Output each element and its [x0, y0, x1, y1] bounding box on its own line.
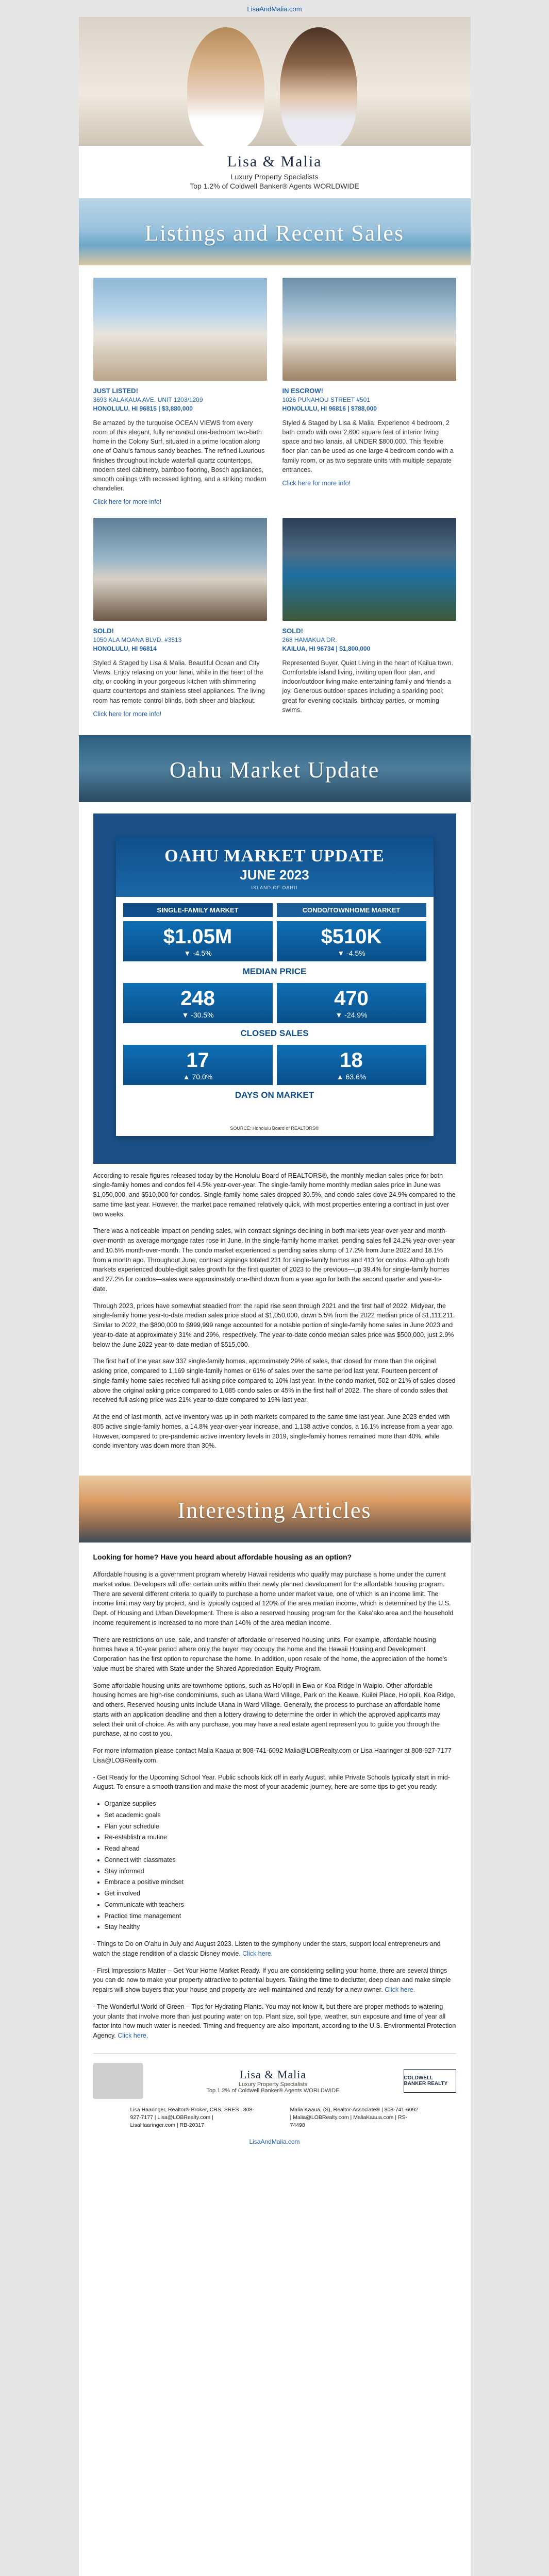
- market-update-banner-title: Oahu Market Update: [169, 757, 380, 783]
- listing-address: 1026 PUNAHOU STREET #501: [282, 396, 371, 403]
- sf-closed-sales-value: 248: [180, 987, 215, 1010]
- listing-card: [282, 278, 456, 505]
- listings-grid: [79, 265, 471, 718]
- list-item: • Stay informed: [105, 1867, 456, 1876]
- brand-subtitle-2: Top 1.2% of Coldwell Banker® Agents WORLDWIDE: [190, 182, 359, 190]
- closed-sales-grid: [116, 977, 434, 1023]
- condo-closed-sales: [277, 983, 426, 1023]
- listing-address: 1050 ALA MOANA BLVD. #3513: [93, 636, 182, 643]
- top-site-link[interactable]: LisaAndMalia.com: [247, 5, 302, 13]
- listings-banner-title: Listings and Recent Sales: [144, 221, 405, 246]
- footer-top: [93, 2063, 456, 2099]
- top-site-link-bar: [79, 0, 471, 17]
- list-item: • Embrace a positive mindset: [105, 1877, 456, 1887]
- listing-photo[interactable]: [93, 518, 267, 621]
- agent-photo-left: [187, 27, 264, 146]
- listing-photo[interactable]: [93, 278, 267, 381]
- condo-median-price: [277, 921, 426, 961]
- brand-block: [79, 146, 471, 198]
- listing-photo[interactable]: [282, 518, 456, 621]
- brand-subtitle-1: Luxury Property Specialists: [230, 173, 319, 181]
- coldwell-banker-logo: COLDWELL BANKER REALTY: [404, 2069, 456, 2093]
- first-impressions-text: - First Impressions Matter – Get Your Home Market Ready. If you are considering selling your home, there are several things you can do now to make your property attractive to potential buyers. Taking the time to declutter, deep clean and make simple repairs will show buyers that your house and property are well-maintained and ready for a new owner.: [93, 1967, 451, 1994]
- condo-days-on-market: [277, 1045, 426, 1085]
- agents-hero-photo: [79, 17, 471, 146]
- market-infographic: [93, 814, 456, 1164]
- market-infographic-card: [116, 836, 434, 1136]
- median-price-label: MEDIAN PRICE: [242, 966, 307, 976]
- footer: [93, 2053, 456, 2145]
- list-item: • Communicate with teachers: [105, 1900, 456, 1910]
- list-item: • Read ahead: [105, 1844, 456, 1854]
- market-paragraph: Through 2023, prices have somewhat steadied from the rapid rise seen through 2021 and the first half of 2022. Midyear, the single-family home year-to-date median sales price stood at $1,050,000, down 5.5% from the 2022 median price of $1,111,211. Similar to 2022, the $800,000 to $999,999 range accounted for a notable portion of single-family home sales in June 2023 and year-to-date at approximately 31% and 29%, respectively. The year-to-date condo median sales price was $500,000, just 2.9% below the June 2022 year-to-date median of $515,000.: [93, 1302, 455, 1348]
- market-infographic-header: [116, 836, 434, 897]
- listing-status-badge: SOLD!: [93, 627, 114, 635]
- listing-description: Styled & Staged by Lisa & Malia. Beautiful Ocean and City Views. Enjoy relaxing on your lanai, while in the heart of the city, or cooking in your gorgeous kitchen with shimmering quartz countertops and stainless steel appliances. The living room has remote control blinds, both sheer and blackout.: [93, 659, 265, 704]
- listing-card: [282, 518, 456, 718]
- list-item: • Practice time management: [105, 1911, 456, 1921]
- listing-city-price: HONOLULU, HI 96816 | $788,000: [282, 405, 377, 412]
- sf-closed-sales-change: ▼ -30.5%: [181, 1010, 214, 1019]
- listing-city-price: HONOLULU, HI 96814: [93, 645, 157, 652]
- agents-footer-photo: [93, 2063, 143, 2099]
- market-paragraph: According to resale figures released today by the Honolulu Board of REALTORS®, the monthly median sales price for both single-family homes and condos fell 4.5% year-over-year. The single-family home monthly median sales price in June was $1,050,000, and $510,000 for condos. Single-family home sales dropped 30.5%, and condo sales dove 24.9% compared to the same time last year. However, the market pace remained relatively quick, with most properties entering a contract in just over two weeks.: [93, 1172, 456, 1218]
- sf-days-on-market-value: 17: [186, 1048, 209, 1072]
- condo-days-on-market-value: 18: [340, 1048, 363, 1072]
- listing-status-badge: IN ESCROW!: [282, 387, 323, 395]
- things-to-do-text: - Things to Do on O'ahu in July and August 2023. Listen to the symphony under the stars, support local entrepreneurs and watch the stage rendition of a classic Disney movie.: [93, 1940, 441, 1957]
- footer-website-link[interactable]: LisaAndMalia.com: [249, 2138, 300, 2145]
- interesting-articles-banner: [79, 1476, 471, 1543]
- condo-closed-sales-change: ▼ -24.9%: [335, 1010, 368, 1019]
- watering-link[interactable]: Click here.: [118, 2032, 148, 2040]
- listing-status-badge: JUST LISTED!: [93, 387, 138, 395]
- sf-median-price-change: ▼ -4.5%: [184, 948, 212, 957]
- agent-contact-lisa: Lisa Haaringer, Realtor® Broker, CRS, SRES | 808-927-7177 | Lisa@LOBRealty.com | LisaHaaringer.com | RB-20317: [130, 2106, 254, 2129]
- market-infographic-month: JUNE 2023: [240, 867, 309, 883]
- listing-more-link[interactable]: Click here for more info!: [93, 498, 162, 505]
- watering-item: [93, 2002, 456, 2041]
- list-item: • Get involved: [105, 1889, 456, 1899]
- sf-days-on-market-change: ▲ 70.0%: [182, 1072, 213, 1081]
- listing-address: 268 HAMAKUA DR.: [282, 636, 337, 643]
- back-to-school-intro: - Get Ready for the Upcoming School Year. Public schools kick off in early August, while Private Schools typically start in mid-August. To ensure a smooth transition and make the most of your academic journey, here are some tips to get you ready:: [93, 1773, 450, 1791]
- listing-city-price: KAILUA, HI 96734 | $1,800,000: [282, 645, 371, 652]
- list-item: • Organize supplies: [105, 1799, 456, 1809]
- footer-brand: [206, 2068, 339, 2094]
- market-update-text: [79, 1171, 471, 1451]
- market-infographic-subtitle: ISLAND OF OAHU: [251, 885, 298, 890]
- list-item: • Re-establish a routine: [105, 1833, 456, 1842]
- list-item: • Set academic goals: [105, 1810, 456, 1820]
- things-to-do-link[interactable]: Click here.: [242, 1950, 273, 1957]
- article-paragraph: Affordable housing is a government program whereby Hawaii residents who qualify may purchase a home under the current market value. Developers will offer certain units within their newly planned development for the affordable housing program. There are several different criteria to qualify to purchase a home under market value, one of which is an income limit. The income limit may vary by project, and is typically capped at 120% of the area median income, which is determined by the U.S. Dept. of Housing and Urban Development. There is also a reserved housing program for the Kakaʻako area and the household income requirement is increased to no more than 140% of the area median income.: [93, 1571, 454, 1626]
- condo-closed-sales-value: 470: [334, 987, 369, 1010]
- sf-median-price: [123, 921, 273, 961]
- sf-median-price-value: $1.05M: [163, 925, 232, 948]
- listings-banner: [79, 198, 471, 265]
- list-item: • Plan your schedule: [105, 1822, 456, 1832]
- footer-brand-subtitle-2: Top 1.2% of Coldwell Banker® Agents WORLDWIDE: [206, 2087, 340, 2094]
- brand-name: Lisa & Malia: [227, 153, 322, 170]
- email-page: [79, 0, 471, 2576]
- condo-tag: CONDO/TOWNHOME MARKET: [277, 903, 426, 917]
- first-impressions-item: [93, 1966, 456, 1995]
- market-infographic-grid: [116, 897, 434, 961]
- market-paragraph: The first half of the year saw 337 single-family homes, approximately 29% of sales, that closed for more than the original asking price, compared to 1,169 single-family homes or 61% of sales over the same period last year. Fourteen percent of single-family home sales received full asking price compared to 10% last year. In the condo market, 502 or 21% of sales closed above the original asking price compared to 1,085 condo sales or 45% in the first half of 2022. The share of condo sales that received full asking price was 21% year-to-date compared to 19% last year.: [93, 1358, 456, 1404]
- agent-photo-right: [280, 27, 357, 146]
- article-paragraph: For more information please contact Malia Kaaua at 808-741-6092 Malia@LOBRealty.com or Lisa Haaringer at 808-927-7177 Lisa@LOBRealty.com.: [93, 1747, 452, 1764]
- market-paragraph: At the end of last month, active inventory was up in both markets compared to the same time last year. June 2023 ended with 805 active single-family homes, a 14.8% year-over-year increase, and 1,138 active condos, a 16.1% increase from a year ago. However, compared to pre-pandemic active inventory levels in 2019, single-family homes remained more than 40%, while condo inventory was down more than 30%.: [93, 1413, 454, 1450]
- things-to-do-item: [93, 1939, 456, 1959]
- sf-closed-sales: [123, 983, 273, 1023]
- closed-sales-label: CLOSED SALES: [240, 1028, 309, 1038]
- article-paragraph: Some affordable housing units are townhome options, such as Hoʻopili in Ewa or Koa Ridge in Waipio. Other affordable housing homes are high-rise condominiums, such as Ulana Ward Village, Park on the Keawe, Kuilei Place, Ho’opili, Koa Ridge, and others. Reserved housing units include Ulana in Ward Village. Generally, the process to purchase an affordable home starts with an application deadline and then a lottery drawing to determine the order in which the approved applicants may select their unit of choice. As with any purchase, you may have a real estate agent represent you to guide you through the purchase, at no cost to you.: [93, 1682, 456, 1738]
- list-item: • Connect with classmates: [105, 1855, 456, 1865]
- listing-more-link[interactable]: Click here for more info!: [282, 479, 351, 487]
- condo-days-on-market-change: ▲ 63.6%: [336, 1072, 367, 1081]
- listing-city-price: HONOLULU, HI 96815 | $3,880,000: [93, 405, 193, 412]
- market-infographic-source: SOURCE: Honolulu Board of REALTORS®: [230, 1125, 319, 1131]
- listing-description: Represented Buyer. Quiet Living in the heart of Kailua town. Comfortable island living, inviting open floor plan, and indoor/outdoor living make entertaining family and friends a joy. Generous outdoor spaces including a sparkling pool; great for evening cocktails, birthday parties, or morning swims.: [282, 659, 453, 714]
- footer-agents: [93, 2106, 456, 2130]
- sf-days-on-market: [123, 1045, 273, 1085]
- first-impressions-link[interactable]: Click here.: [385, 1986, 415, 1994]
- school-tips-list: [105, 1799, 456, 1932]
- footer-brand-name: Lisa & Malia: [239, 2067, 307, 2081]
- condo-median-price-change: ▼ -4.5%: [337, 948, 365, 957]
- listing-card: [93, 278, 267, 505]
- interesting-articles-banner-title: Interesting Articles: [177, 1498, 372, 1523]
- footer-brand-subtitle-1: Luxury Property Specialists: [238, 2081, 308, 2088]
- article-paragraph: There are restrictions on use, sale, and transfer of affordable or reserved housing units. For example, affordable housing homes have a 10-year period where only the buyer may occupy the home and the Hawaii Housing and Development Corporation has the first option to repurchase the home. In addition, upon resale of the home, the appreciation of the home's value must be shared with State under the Shared Appreciation Equity Program.: [93, 1636, 447, 1672]
- single-family-tag: SINGLE-FAMILY MARKET: [123, 903, 273, 917]
- listing-description: Styled & Staged by Lisa & Malia. Experience 4 bedroom, 2 bath condo with over 2,600 square feet of interior living space and two lanais, all UNDER $800,000. This flexible floor plan can be used as one large 4 bedroom condo with a family room, or as two separate units with multiple separate entrances.: [282, 419, 454, 473]
- watering-text: - The Wonderful World of Green – Tips for Hydrating Plants. You may not know it, but there are proper methods to watering your plants that involve more than just pouring water on top. Plant size, soil type, weather, sun exposure and time of year all factor into how much water is needed. Timing and frequency are also important, according to the U.S. Environmental Protection Agency.: [93, 2003, 456, 2040]
- listing-more-link[interactable]: Click here for more info!: [93, 710, 162, 718]
- listing-address: 3693 KALAKAUA AVE. UNIT 1203/1209: [93, 396, 203, 403]
- listing-card: [93, 518, 267, 718]
- list-item: • Stay healthy: [105, 1922, 456, 1932]
- market-infographic-title: OAHU MARKET UPDATE: [164, 846, 385, 866]
- listing-photo[interactable]: [282, 278, 456, 381]
- condo-median-price-value: $510K: [321, 925, 382, 948]
- days-on-market-grid: [116, 1039, 434, 1085]
- listing-description: Be amazed by the turquoise OCEAN VIEWS from every room of this elegant, fully renovated one-bedroom two-bath home in the Colony Surf, situated in a prime location along one of Oahu's famous sandy beaches. The refined luxurious finishes throughout include waterfall quartz countertops, modern steel cabinetry, bamboo flooring, Bosch appliances, smooth ceilings with recessed lighting, and a striking modern chandelier.: [93, 419, 267, 492]
- market-update-banner: [79, 735, 471, 802]
- agent-contact-malia: Malia Kaaua, (S), Realtor-Associate® | 808-741-6092 | Malia@LOBRealty.com | MaliaKaaua.com | RS-74498: [290, 2106, 419, 2129]
- days-on-market-label: DAYS ON MARKET: [235, 1090, 314, 1100]
- listing-status-badge: SOLD!: [282, 627, 303, 635]
- market-paragraph: There was a noticeable impact on pending sales, with contract signings declining in both markets year-over-year and month-over-month as average mortgage rates rose in June. In the single-family home market, pending sales fell 24.2% year-over-year and 10.5% month-over-month. The condo market experienced a pending sales slump of 17.2% from June 2022 and 18.1% from a month ago. Throughout June, contract signings totaled 231 for single-family homes and 413 for condos. Although both markets experienced double-digit sales growth for the first quarter of 2023 to the previous—up 39.4% for single-family homes and 27.2% for condos—sales were approximately one-third down from a year ago for both the second quarter and year-to-date.: [93, 1227, 455, 1293]
- articles-section: [79, 1552, 471, 2041]
- affordable-housing-heading: Looking for home? Have you heard about affordable housing as an option?: [93, 1553, 352, 1562]
